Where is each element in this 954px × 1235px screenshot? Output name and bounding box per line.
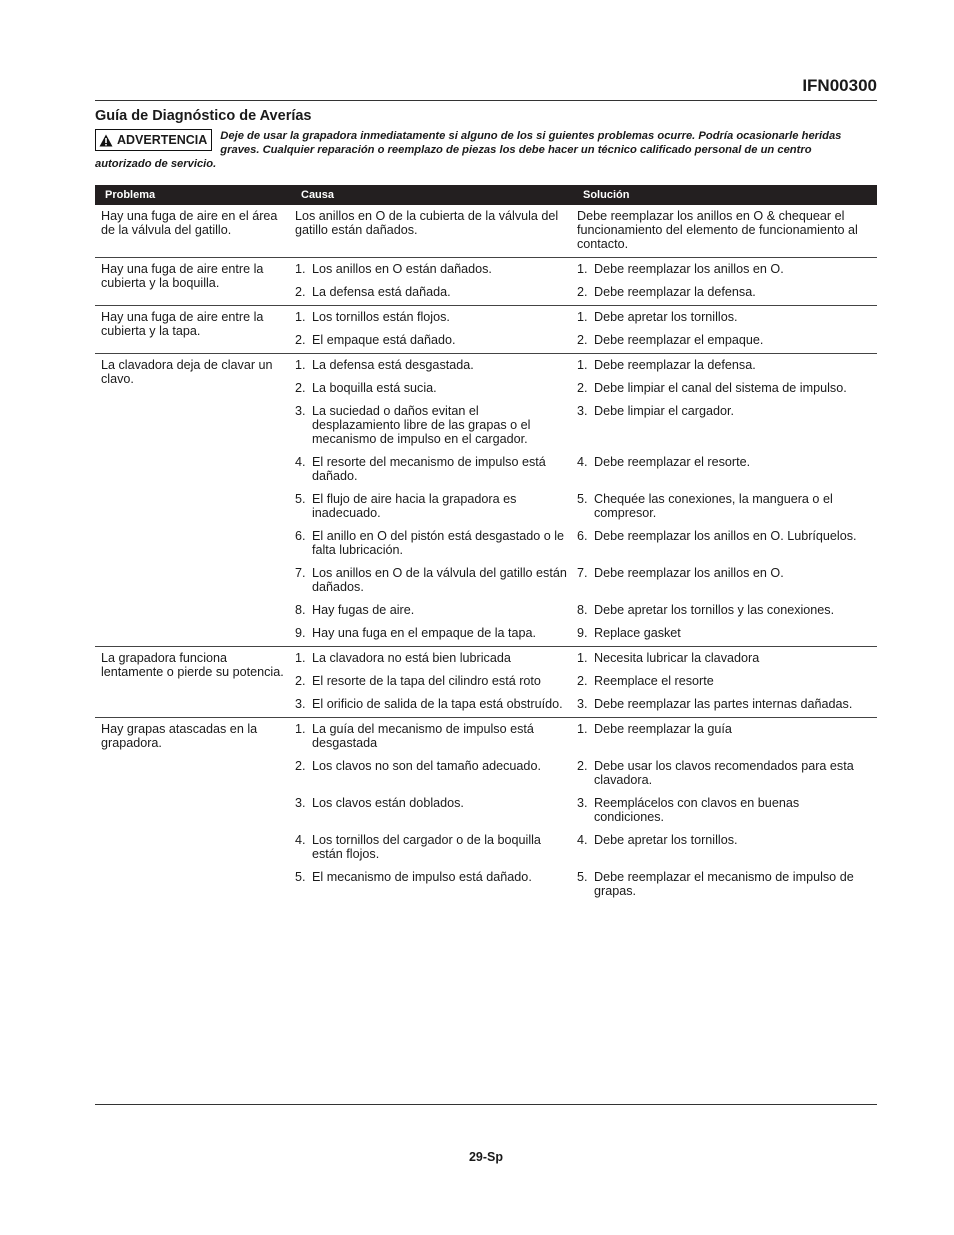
- troubleshooting-table: [95, 185, 877, 904]
- cause-item: [295, 833, 569, 861]
- solution-item: [577, 796, 871, 824]
- solution-item: [577, 697, 871, 711]
- item-text: El anillo en O del pistón está desgastado o le falta lubricación.: [312, 529, 565, 557]
- item-number: 6.: [577, 529, 588, 543]
- problem-cell: Hay una fuga de aire en el área de la válvula del gatillo.: [101, 209, 278, 237]
- cause-item: [295, 492, 569, 520]
- item-number: 1.: [577, 358, 588, 372]
- item-text: Los clavos no son del tamaño adecuado.: [312, 759, 541, 773]
- cause-item: [295, 358, 569, 372]
- cause-cell: [293, 489, 575, 526]
- solution-cell: [575, 378, 877, 401]
- cause-cell: [293, 282, 575, 306]
- solution-cell: [575, 306, 877, 331]
- solution-item: [577, 674, 871, 688]
- item-text: Debe reemplazar la defensa.: [594, 358, 756, 372]
- item-text: Debe limpiar el cargador.: [594, 404, 735, 418]
- cause-item: [295, 529, 569, 557]
- item-text: Los tornillos están flojos.: [312, 310, 450, 324]
- solution-cell: [575, 671, 877, 694]
- item-text: La clavadora no está bien lubricada: [312, 651, 511, 665]
- item-text: El orificio de salida de la tapa está obstruído.: [312, 697, 563, 711]
- problem-group: [95, 647, 877, 718]
- table-row: [95, 647, 877, 672]
- cause-cell: [293, 671, 575, 694]
- item-text: Debe reemplazar los anillos en O.: [594, 262, 784, 276]
- cause-cell: [293, 378, 575, 401]
- cause-cell: [293, 756, 575, 793]
- solution-cell: [575, 282, 877, 306]
- cause-cell: [293, 694, 575, 718]
- model-number: IFN00300: [802, 76, 877, 95]
- solution-item: [577, 626, 871, 640]
- solution-cell: [575, 793, 877, 830]
- item-text: Replace gasket: [594, 626, 681, 640]
- item-number: 1.: [295, 358, 306, 372]
- item-text: Debe reemplazar las partes internas dañadas.: [594, 697, 853, 711]
- problem-group: [95, 718, 877, 905]
- item-text: El mecanismo de impulso está dañado.: [312, 870, 532, 884]
- item-number: 3.: [577, 697, 588, 711]
- item-text: Reemplace el resorte: [594, 674, 714, 688]
- item-number: 8.: [577, 603, 588, 617]
- top-divider: [95, 100, 877, 101]
- item-number: 5.: [577, 870, 588, 884]
- solution-cell: [575, 623, 877, 647]
- solution-item: [577, 209, 871, 251]
- solution-cell: [575, 600, 877, 623]
- item-number: 2.: [295, 674, 306, 688]
- item-number: 7.: [577, 566, 588, 580]
- item-number: 7.: [295, 566, 306, 580]
- cause-item: [295, 651, 569, 665]
- item-number: 2.: [577, 381, 588, 395]
- solution-item: [577, 603, 871, 617]
- warning-badge-label: ADVERTENCIA: [117, 133, 208, 147]
- item-number: 3.: [577, 404, 588, 418]
- cause-item: [295, 796, 569, 810]
- item-number: 9.: [295, 626, 306, 640]
- item-number: 2.: [577, 759, 588, 773]
- warning-badge: [95, 129, 212, 151]
- item-text: El resorte de la tapa del cilindro está roto: [312, 674, 541, 688]
- item-text: El flujo de aire hacia la grapadora es inadecuado.: [312, 492, 517, 520]
- cause-cell: [293, 306, 575, 331]
- item-text: Chequée las conexiones, la manguera o el compresor.: [594, 492, 833, 520]
- item-text: Debe apretar los tornillos y las conexiones.: [594, 603, 835, 617]
- cause-item: [295, 404, 569, 446]
- cause-item: [295, 697, 569, 711]
- solution-cell: [575, 756, 877, 793]
- solution-item: [577, 455, 871, 469]
- cause-item: [295, 455, 569, 483]
- cause-cell: [293, 793, 575, 830]
- item-number: 4.: [577, 455, 588, 469]
- item-number: 4.: [295, 455, 306, 469]
- problem-cell: Hay una fuga de aire entre la cubierta y la tapa.: [101, 310, 264, 338]
- solution-cell: [575, 401, 877, 452]
- item-text: El resorte del mecanismo de impulso está dañado.: [312, 455, 546, 483]
- item-text: Los anillos en O están dañados.: [312, 262, 492, 276]
- cause-cell: [293, 623, 575, 647]
- solution-item: [577, 833, 871, 847]
- problem-cell: La clavadora deja de clavar un clavo.: [101, 358, 273, 386]
- solution-item: [577, 870, 871, 898]
- solution-item: [577, 529, 871, 543]
- cause-item: [295, 674, 569, 688]
- solution-cell: [575, 647, 877, 672]
- item-number: 2.: [577, 285, 588, 299]
- table-row: [95, 718, 877, 757]
- item-number: 3.: [295, 697, 306, 711]
- solution-item: [577, 651, 871, 665]
- table-row: [95, 306, 877, 331]
- bottom-divider: [95, 1104, 877, 1105]
- warning-text: Deje de usar la grapadora inmediatamente si alguno de los si guientes problemas ocurre. Podría ocasionarle heridas graves. Cualquier reparación o reemplazo de piezas los debe hacer un técnico calificado personal de un centro autorizado de servicio.: [95, 130, 842, 170]
- warning-triangle-icon: [99, 134, 113, 147]
- solution-cell: [575, 330, 877, 354]
- header-problem: Problema: [95, 185, 293, 205]
- item-number: 5.: [295, 870, 306, 884]
- solution-cell: [575, 258, 877, 283]
- cause-cell: [293, 452, 575, 489]
- page-number: 29-Sp: [468, 1150, 504, 1164]
- solution-cell: [575, 830, 877, 867]
- item-text: La defensa está dañada.: [312, 285, 451, 299]
- item-number: 3.: [577, 796, 588, 810]
- cause-cell: [293, 330, 575, 354]
- item-text: Los anillos en O de la cubierta de la válvula del gatillo están dañados.: [295, 209, 559, 237]
- cause-cell: [293, 205, 575, 258]
- item-text: Debe limpiar el canal del sistema de impulso.: [594, 381, 847, 395]
- solution-cell: [575, 489, 877, 526]
- solution-item: [577, 566, 871, 580]
- item-number: 4.: [577, 833, 588, 847]
- cause-item: [295, 722, 569, 750]
- cause-item: [295, 626, 569, 640]
- item-text: Debe reemplazar la defensa.: [594, 285, 756, 299]
- item-number: 1.: [577, 722, 588, 736]
- item-number: 2.: [577, 333, 588, 347]
- item-number: 1.: [577, 310, 588, 324]
- solution-item: [577, 381, 871, 395]
- table-row: [95, 354, 877, 379]
- item-number: 2.: [295, 285, 306, 299]
- table-row: [95, 258, 877, 283]
- solution-item: [577, 310, 871, 324]
- item-number: 1.: [295, 310, 306, 324]
- item-number: 1.: [295, 722, 306, 736]
- item-number: 5.: [295, 492, 306, 506]
- problem-group: [95, 258, 877, 306]
- item-number: 1.: [577, 651, 588, 665]
- table-header-row: [95, 185, 877, 205]
- header-cause: Causa: [293, 185, 575, 205]
- solution-item: [577, 285, 871, 299]
- cause-item: [295, 262, 569, 276]
- item-number: 1.: [295, 651, 306, 665]
- solution-cell: [575, 354, 877, 379]
- solution-item: [577, 333, 871, 347]
- item-text: Debe reemplazar el resorte.: [594, 455, 751, 469]
- item-number: 5.: [577, 492, 588, 506]
- item-text: Los clavos están doblados.: [312, 796, 464, 810]
- section-title: Guía de Diagnóstico de Averías: [95, 108, 312, 124]
- cause-cell: [293, 830, 575, 867]
- solution-cell: [575, 867, 877, 904]
- cause-cell: [293, 258, 575, 283]
- item-text: Debe reemplazar el empaque.: [594, 333, 764, 347]
- cause-item: [295, 870, 569, 884]
- item-number: 1.: [577, 262, 588, 276]
- item-text: La guía del mecanismo de impulso está desgastada: [312, 722, 534, 750]
- item-text: Hay fugas de aire.: [312, 603, 415, 617]
- item-text: Los tornillos del cargador o de la boquilla están flojos.: [312, 833, 541, 861]
- cause-item: [295, 381, 569, 395]
- cause-item: [295, 285, 569, 299]
- problem-cell: La grapadora funciona lentamente o pierde su potencia.: [101, 651, 284, 679]
- problem-group: [95, 354, 877, 647]
- problem-cell: Hay grapas atascadas en la grapadora.: [101, 722, 258, 750]
- item-text: Debe reemplazar la guía: [594, 722, 732, 736]
- header-solution: Solución: [575, 185, 877, 205]
- solution-cell: [575, 718, 877, 757]
- item-number: 2.: [295, 381, 306, 395]
- solution-item: [577, 722, 871, 736]
- item-text: La suciedad o daños evitan el desplazamiento libre de las grapas o el mecanismo de impulso en el cargador.: [312, 404, 531, 446]
- solution-item: [577, 262, 871, 276]
- cause-cell: [293, 526, 575, 563]
- item-number: 8.: [295, 603, 306, 617]
- item-number: 9.: [577, 626, 588, 640]
- item-number: 2.: [577, 674, 588, 688]
- item-text: El empaque está dañado.: [312, 333, 456, 347]
- cause-item: [295, 603, 569, 617]
- item-text: Debe reemplazar los anillos en O. Lubríquelos.: [594, 529, 857, 543]
- solution-cell: [575, 694, 877, 718]
- solution-item: [577, 759, 871, 787]
- item-text: Debe usar los clavos recomendados para esta clavadora.: [594, 759, 854, 787]
- problem-cell: Hay una fuga de aire entre la cubierta y la boquilla.: [101, 262, 264, 290]
- item-text: Reemplácelos con clavos en buenas condiciones.: [594, 796, 800, 824]
- item-text: Debe reemplazar los anillos en O & chequear el funcionamiento del elemento de funcionamiento al contacto.: [577, 209, 858, 251]
- cause-cell: [293, 354, 575, 379]
- cause-item: [295, 333, 569, 347]
- item-text: Hay una fuga en el empaque de la tapa.: [312, 626, 537, 640]
- item-number: 3.: [295, 404, 306, 418]
- solution-item: [577, 404, 871, 418]
- solution-cell: [575, 205, 877, 258]
- cause-item: [295, 310, 569, 324]
- item-number: 1.: [295, 262, 306, 276]
- item-text: La boquilla está sucia.: [312, 381, 437, 395]
- item-text: Debe reemplazar el mecanismo de impulso de grapas.: [594, 870, 854, 898]
- solution-item: [577, 358, 871, 372]
- cause-cell: [293, 718, 575, 757]
- problem-group: [95, 205, 877, 258]
- solution-cell: [575, 526, 877, 563]
- item-text: Debe apretar los tornillos.: [594, 833, 738, 847]
- item-text: Debe apretar los tornillos.: [594, 310, 738, 324]
- cause-item: [295, 209, 569, 237]
- item-number: 6.: [295, 529, 306, 543]
- cause-item: [295, 566, 569, 594]
- cause-cell: [293, 401, 575, 452]
- table-row: [95, 205, 877, 258]
- cause-cell: [293, 867, 575, 904]
- cause-item: [295, 759, 569, 773]
- cause-cell: [293, 600, 575, 623]
- item-text: La defensa está desgastada.: [312, 358, 474, 372]
- solution-cell: [575, 563, 877, 600]
- warning-block: [95, 129, 865, 171]
- item-number: 2.: [295, 759, 306, 773]
- item-number: 2.: [295, 333, 306, 347]
- item-text: Debe reemplazar los anillos en O.: [594, 566, 784, 580]
- cause-cell: [293, 563, 575, 600]
- item-text: Necesita lubricar la clavadora: [594, 651, 760, 665]
- solution-cell: [575, 452, 877, 489]
- solution-item: [577, 492, 871, 520]
- item-text: Los anillos en O de la válvula del gatillo están dañados.: [312, 566, 567, 594]
- item-number: 3.: [295, 796, 306, 810]
- problem-group: [95, 306, 877, 354]
- item-number: 4.: [295, 833, 306, 847]
- cause-cell: [293, 647, 575, 672]
